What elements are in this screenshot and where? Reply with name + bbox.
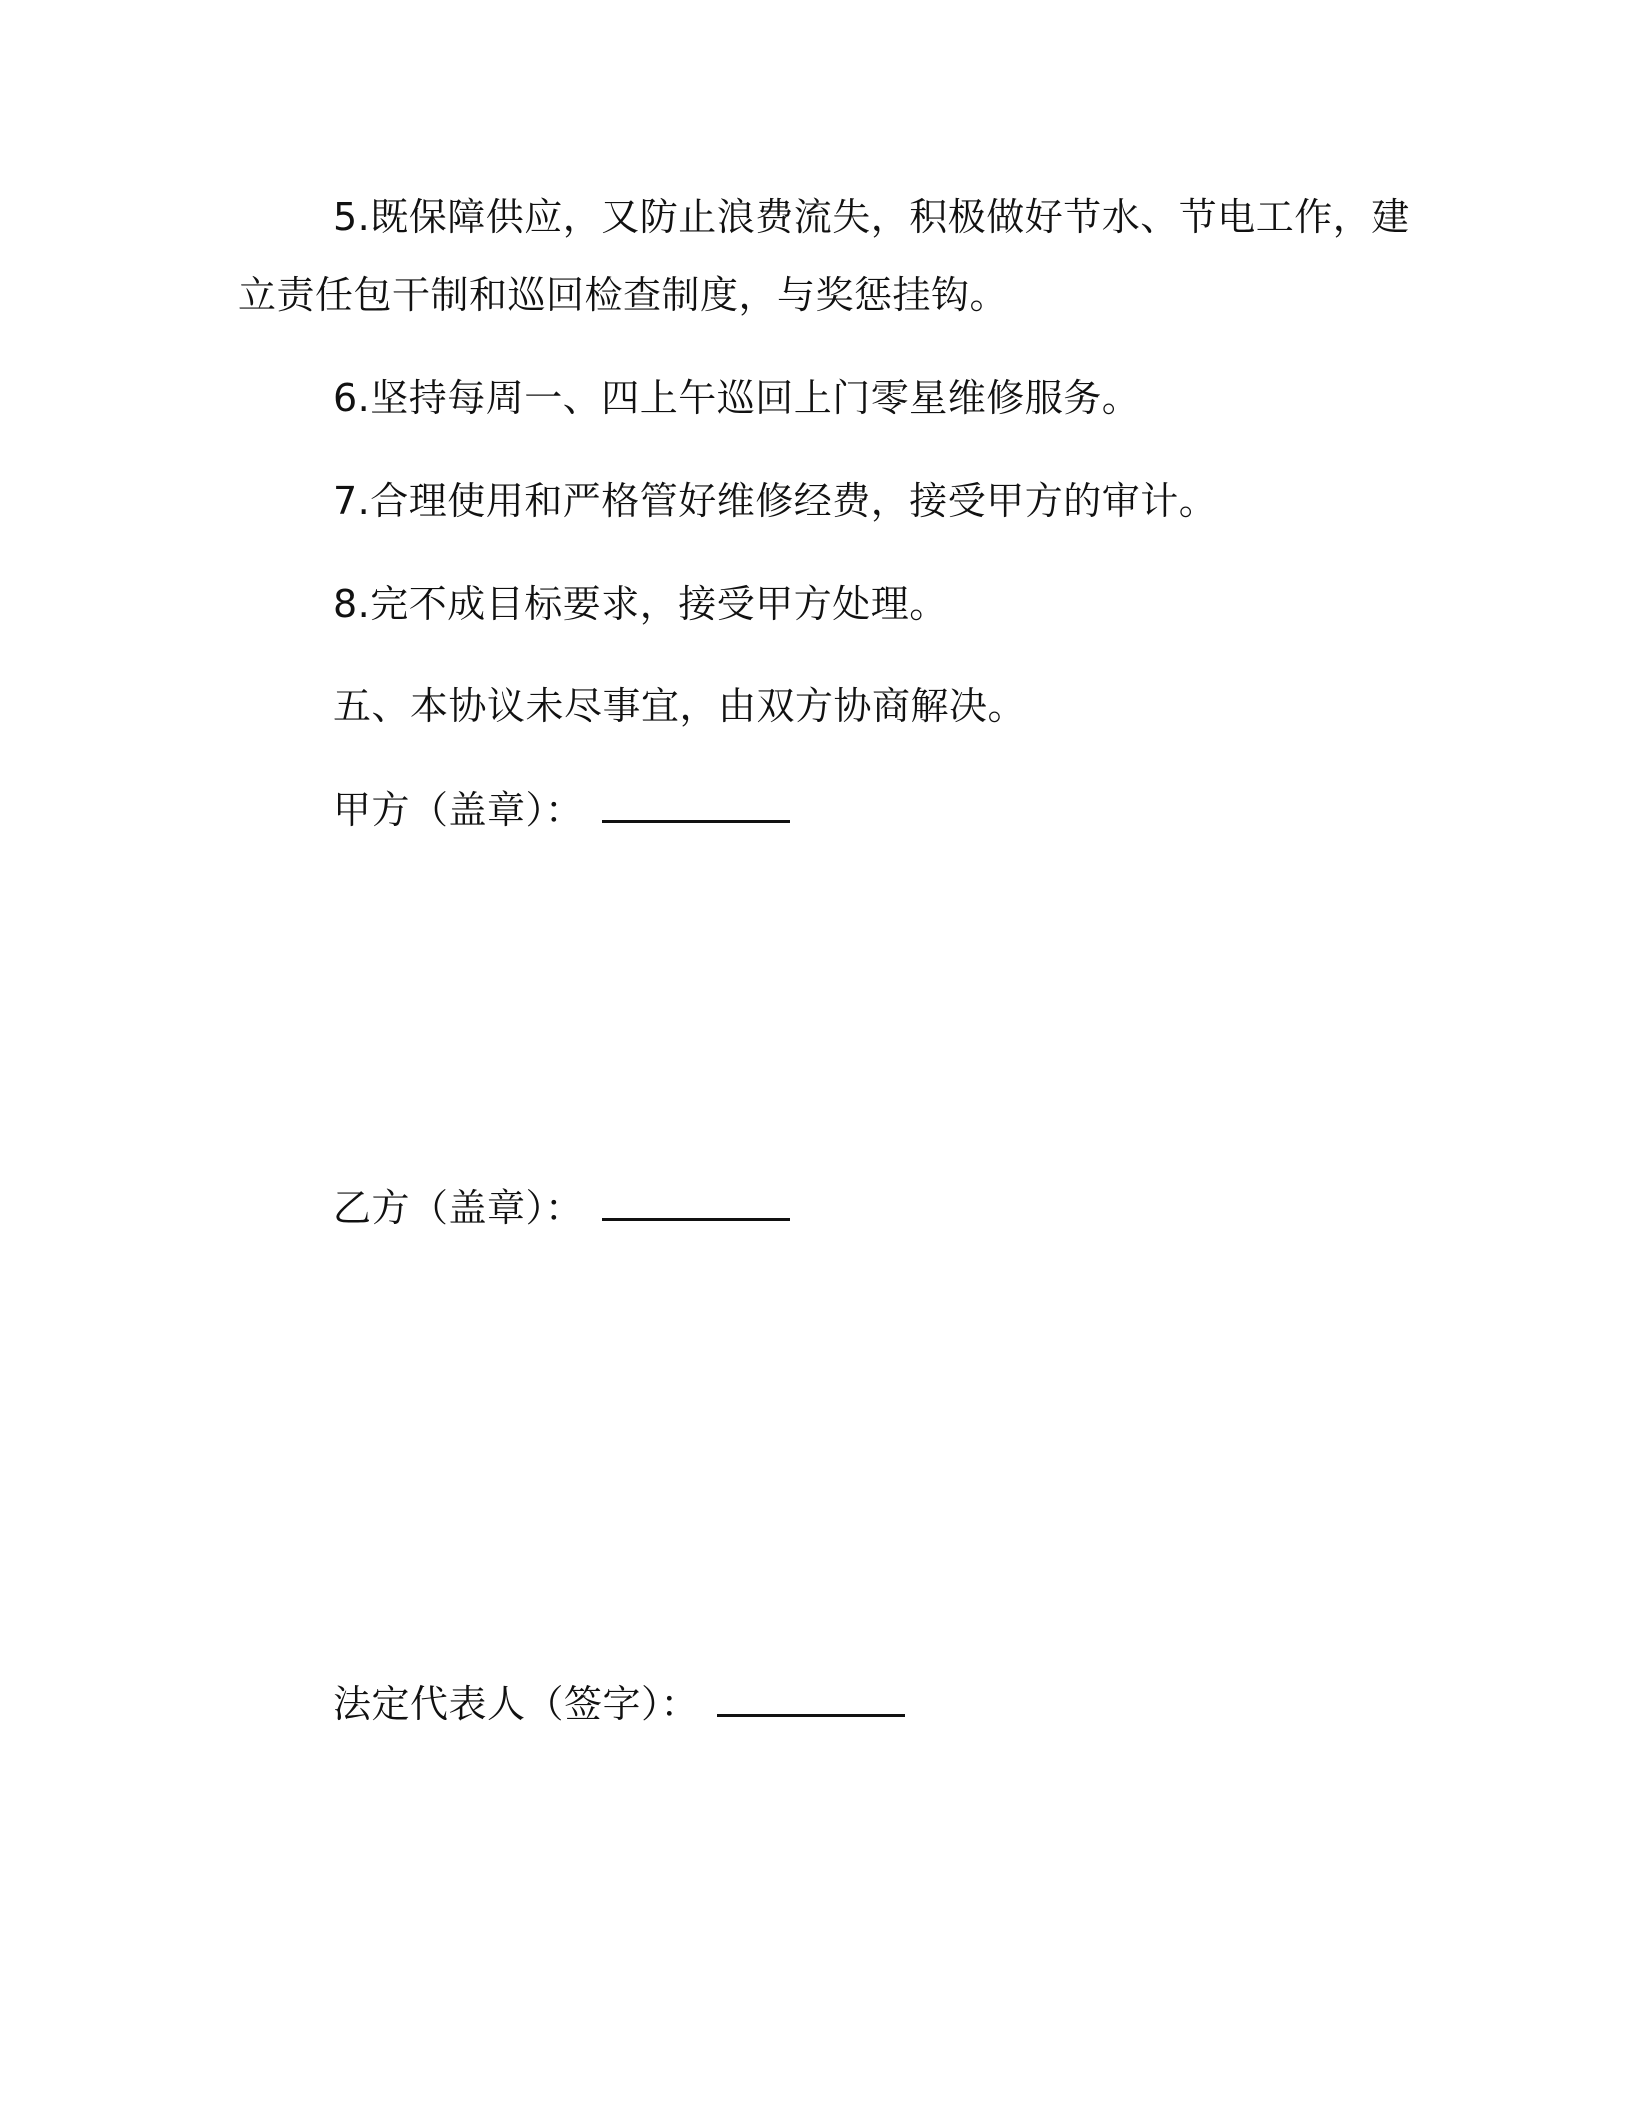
- party-b-label: 乙方（盖章）：: [333, 1186, 584, 1230]
- legal-rep-label: 法定代表人（签字）：: [333, 1682, 700, 1726]
- paragraph-5-line-1: 5.既保障供应，又防止浪费流失，积极做好节水、节电工作，建: [333, 195, 1410, 239]
- paragraph-6: 6.坚持每周一、四上午巡回上门零星维修服务。: [333, 376, 1141, 420]
- paragraph-7: 7.合理使用和严格管好维修经费，接受甲方的审计。: [333, 479, 1218, 523]
- paragraph-8: 8.完不成目标要求，接受甲方处理。: [333, 582, 948, 626]
- party-a-blank: [602, 790, 790, 823]
- party-b-signature-line: [333, 1186, 790, 1230]
- party-a-signature-line: [333, 788, 790, 832]
- legal-rep-blank: [717, 1684, 905, 1717]
- party-b-blank: [602, 1188, 790, 1221]
- legal-rep-signature-line: [333, 1682, 905, 1726]
- party-a-label: 甲方（盖章）：: [333, 788, 584, 832]
- paragraph-5-line-2: 立责任包干制和巡回检查制度，与奖惩挂钩。: [238, 273, 1009, 317]
- paragraph-section-5: 五、本协议未尽事宜，由双方协商解决。: [333, 684, 1027, 728]
